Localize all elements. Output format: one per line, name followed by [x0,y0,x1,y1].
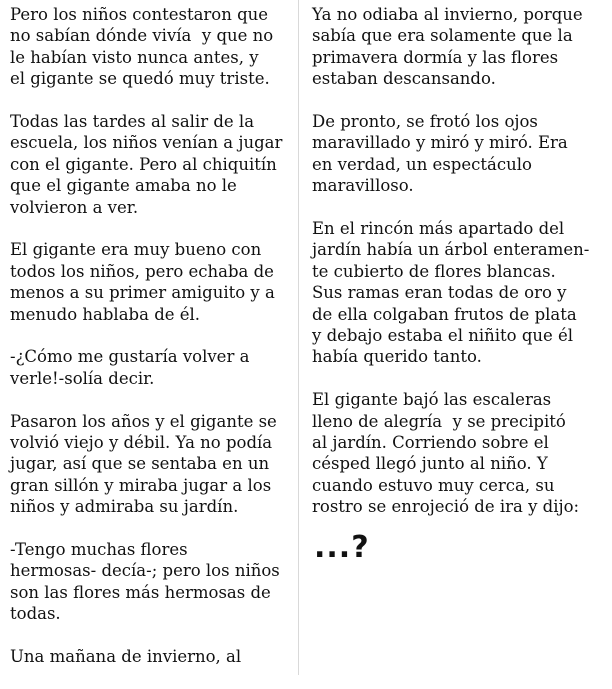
text-line: de ella colgaban frutos de plata [312,304,577,324]
paragraph [312,389,608,517]
text-line: césped llegó junto al niño. Y [312,454,548,474]
text-line: Una mañana de invierno, al [10,647,242,667]
right-column [312,4,608,565]
text-line: había querido tanto. [312,347,482,367]
text-line: primavera dormía y las flores [312,47,559,67]
text-line: con el gigante. Pero al chiquitín [10,154,277,174]
text-line: te cubierto de flores blancas. [312,261,556,281]
paragraph [10,4,294,90]
text-line: Sus ramas eran todas de oro y [312,283,567,303]
text-line: maravilloso. [312,176,414,196]
text-line: De pronto, se frotó los ojos [312,112,538,132]
paragraph [10,111,294,218]
text-line: El gigante bajó las escaleras [312,390,552,410]
text-line: en verdad, un espectáculo [312,154,532,174]
text-line: estaban descansando. [312,69,496,89]
text-line: volvió viejo y débil. Ya no podía [10,433,273,453]
text-line: volvieron a ver. [10,197,139,217]
text-line: escuela, los niños venían a jugar [10,133,283,153]
text-line: menos a su primer amiguito y a [10,283,275,303]
text-line: niños y admiraba su jardín. [10,497,239,517]
text-line: hermosas- decía-; pero los niños [10,561,280,581]
text-line: -¿Cómo me gustaría volver a [10,347,250,367]
paragraph [10,239,294,325]
paragraph [10,346,294,389]
text-line: -Tengo muchas flores [10,540,188,560]
text-line: todos los niños, pero echaba de [10,261,274,281]
text-line: son las flores más hermosas de [10,582,271,602]
text-line: menudo hablaba de él. [10,304,201,324]
paragraph [10,411,294,518]
text-line: gran sillón y miraba jugar a los [10,475,272,495]
text-line: todas. [10,604,61,624]
paragraph [10,646,294,667]
text-line: no sabían dónde vivía y que no [10,26,274,46]
text-line: lleno de alegría y se precipitó [312,411,566,431]
text-line: Pero los niños contestaron que [10,5,269,24]
paragraph [10,539,294,625]
text-line: jugar, así que se sentaba en un [10,454,270,474]
paragraph [312,218,608,368]
paragraph [312,4,608,90]
text-line: maravillado y miró y miró. Era [312,133,568,153]
text-line: y debajo estaba el niñito que él [312,326,574,346]
text-line: jardín había un árbol enteramen- [312,240,590,260]
text-line: al jardín. Corriendo sobre el [312,433,549,453]
text-line: el gigante se quedó muy triste. [10,69,270,89]
text-line: sabía que era solamente que la [312,26,573,46]
text-line: En el rincón más apartado del [312,219,565,239]
text-line: le habían visto nunca antes, y [10,47,259,67]
text-line: rostro se enrojeció de ira y dijo: [312,497,580,517]
text-line: Ya no odiaba al invierno, porque [312,5,583,24]
text-line: Todas las tardes al salir de la [10,112,255,132]
text-line: El gigante era muy bueno con [10,240,262,260]
text-line: que el gigante amaba no le [10,176,237,196]
text-line: verle!-solía decir. [10,368,155,388]
text-line: cuando estuvo muy cerca, su [312,475,555,495]
text-line: Pasaron los años y el gigante se [10,411,277,431]
paragraph [312,111,608,197]
story-ending-ellipsis: ...? [314,530,370,566]
column-divider [298,0,299,675]
left-column [10,4,294,689]
